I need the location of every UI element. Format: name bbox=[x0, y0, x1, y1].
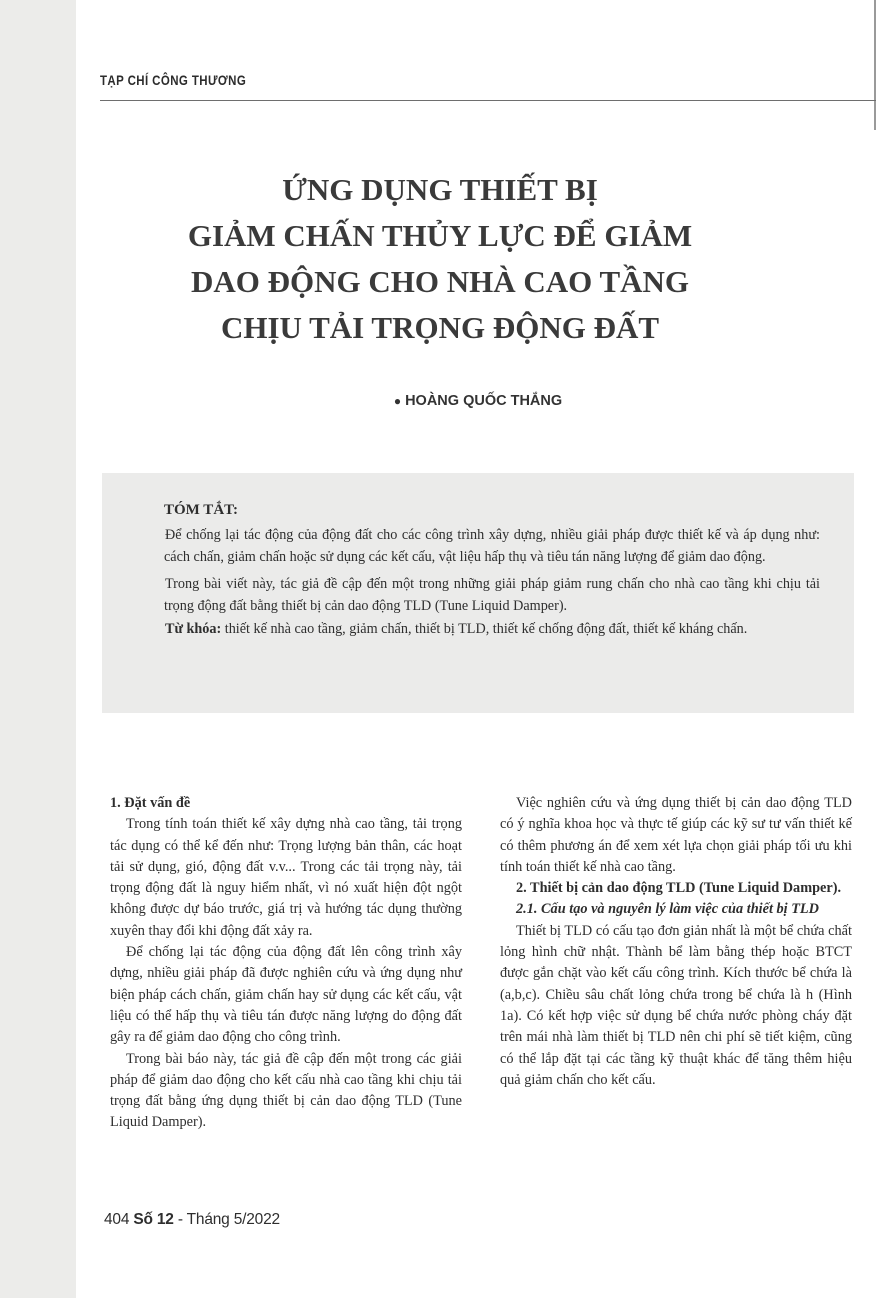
page-number: 404 bbox=[104, 1211, 130, 1228]
body-paragraph: Trong tính toán thiết kế xây dựng nhà cao tầng, tải trọng tác dụng có thể kể đến như: Trọng lượng bản thân, các hoạt tải sử dụng, gió, động đất v.v... Trong các tải trọng này, tải trọng động đất là nguy hiểm nhất, vì nó xuất hiện đột ngột không được dự báo trước, giá trị và hướng tác dụng thường xuyên thay đổi khi động đất xảy ra. bbox=[110, 816, 462, 939]
abstract-keywords bbox=[164, 618, 820, 641]
title-line: DAO ĐỘNG CHO NHÀ CAO TẦNG bbox=[190, 264, 690, 299]
journal-name: TẠP CHÍ CÔNG THƯƠNG bbox=[100, 72, 247, 88]
author-byline bbox=[0, 393, 876, 409]
abstract-heading: TÓM TẮT: bbox=[164, 502, 239, 518]
body-paragraph: Để chống lại tác động của động đất lên công trình xây dựng, nhiều giải pháp đã được nghiên cứu và ứng dụng như biện pháp cách chấn, giảm chấn hay sử dụng các kết cấu, vật liệu có thể hấp thụ và tiêu tán được năng lượng do động đất gây ra để giảm dao động cho công trình. bbox=[110, 944, 462, 1046]
subsection-heading: 2.1. Cấu tạo và nguyên lý làm việc của thiết bị TLD bbox=[516, 901, 819, 918]
issue-date: Tháng 5/2022 bbox=[186, 1211, 280, 1228]
title-line: ỨNG DỤNG THIẾT BỊ bbox=[282, 172, 598, 207]
body-paragraph: Việc nghiên cứu và ứng dụng thiết bị cản dao động TLD có ý nghĩa khoa học và thực tế giúp các kỹ sư tư vấn thiết kế có thêm phương án để xem xét lựa chọn giải pháp tối ưu khi tính toán thiết kế nhà cao tầng. bbox=[500, 795, 852, 875]
abstract-box bbox=[102, 473, 854, 713]
body-paragraph: Thiết bị TLD có cấu tạo đơn giản nhất là một bể chứa chất lỏng hình chữ nhật. Thành bể làm bằng thép hoặc BTCT được gắn chặt vào kết cấu công trình. Kích thước bể chứa là (a,b,c). Chiều sâu chất lỏng chứa trong bể chứa là h (Hình 1a). Có kết hợp việc sử dụng bể chứa nước phòng cháy đặt trên mái nhà làm thiết bị TLD nên chi phí sẽ tiết kiệm, cũng có thể lắp đặt tại các tầng kỹ thuật khác để tăng thêm hiệu quả giảm chấn cho kết cấu. bbox=[500, 922, 852, 1088]
title-line: GIẢM CHẤN THỦY LỰC ĐỂ GIẢM bbox=[187, 218, 693, 253]
keywords-label: Từ khóa: bbox=[165, 620, 222, 637]
header-rule bbox=[100, 100, 876, 101]
body-right-column bbox=[500, 793, 852, 1091]
issue-number: Số 12 bbox=[133, 1211, 174, 1228]
page-footer bbox=[104, 1211, 280, 1229]
body-left-column bbox=[110, 793, 462, 1134]
footer-separator: - bbox=[173, 1211, 187, 1228]
title-line: CHỊU TẢI TRỌNG ĐỘNG ĐẤT bbox=[220, 310, 660, 345]
abstract-paragraph: Trong bài viết này, tác giả đề cập đến một trong những giải pháp giảm rung chấn cho nhà cao tầng khi chịu tải trọng động đất bằng thiết bị cản dao động TLD (Tune Liquid Damper). bbox=[164, 575, 820, 614]
abstract-content bbox=[164, 499, 820, 640]
keywords-text: thiết kế nhà cao tầng, giảm chấn, thiết bị TLD, thiết kế chống động đất, thiết kế kháng chấn. bbox=[221, 620, 748, 637]
bullet-icon: ● bbox=[393, 394, 402, 408]
abstract-paragraph: Để chống lại tác động của động đất cho các công trình xây dựng, nhiều giải pháp được thiết kế và áp dụng như: cách chấn, giảm chấn hoặc sử dụng các kết cấu, vật liệu hấp thụ và tiêu tán năng lượng để giảm dao động. bbox=[164, 526, 820, 565]
section-heading: 2. Thiết bị cản dao động TLD (Tune Liquid Damper). bbox=[516, 880, 842, 897]
section-heading: 1. Đặt vấn đề bbox=[110, 795, 191, 811]
page-margin-strip bbox=[0, 0, 76, 1298]
author-name: HOÀNG QUỐC THẮNG bbox=[405, 393, 563, 409]
article-title bbox=[120, 167, 760, 351]
body-paragraph: Trong bài báo này, tác giả đề cập đến một trong các giải pháp để giảm dao động cho kết cấu nhà cao tầng khi chịu tải trọng đất bằng ứng dụng thiết bị cản dao động TLD (Tune Liquid Damper). bbox=[110, 1050, 462, 1131]
